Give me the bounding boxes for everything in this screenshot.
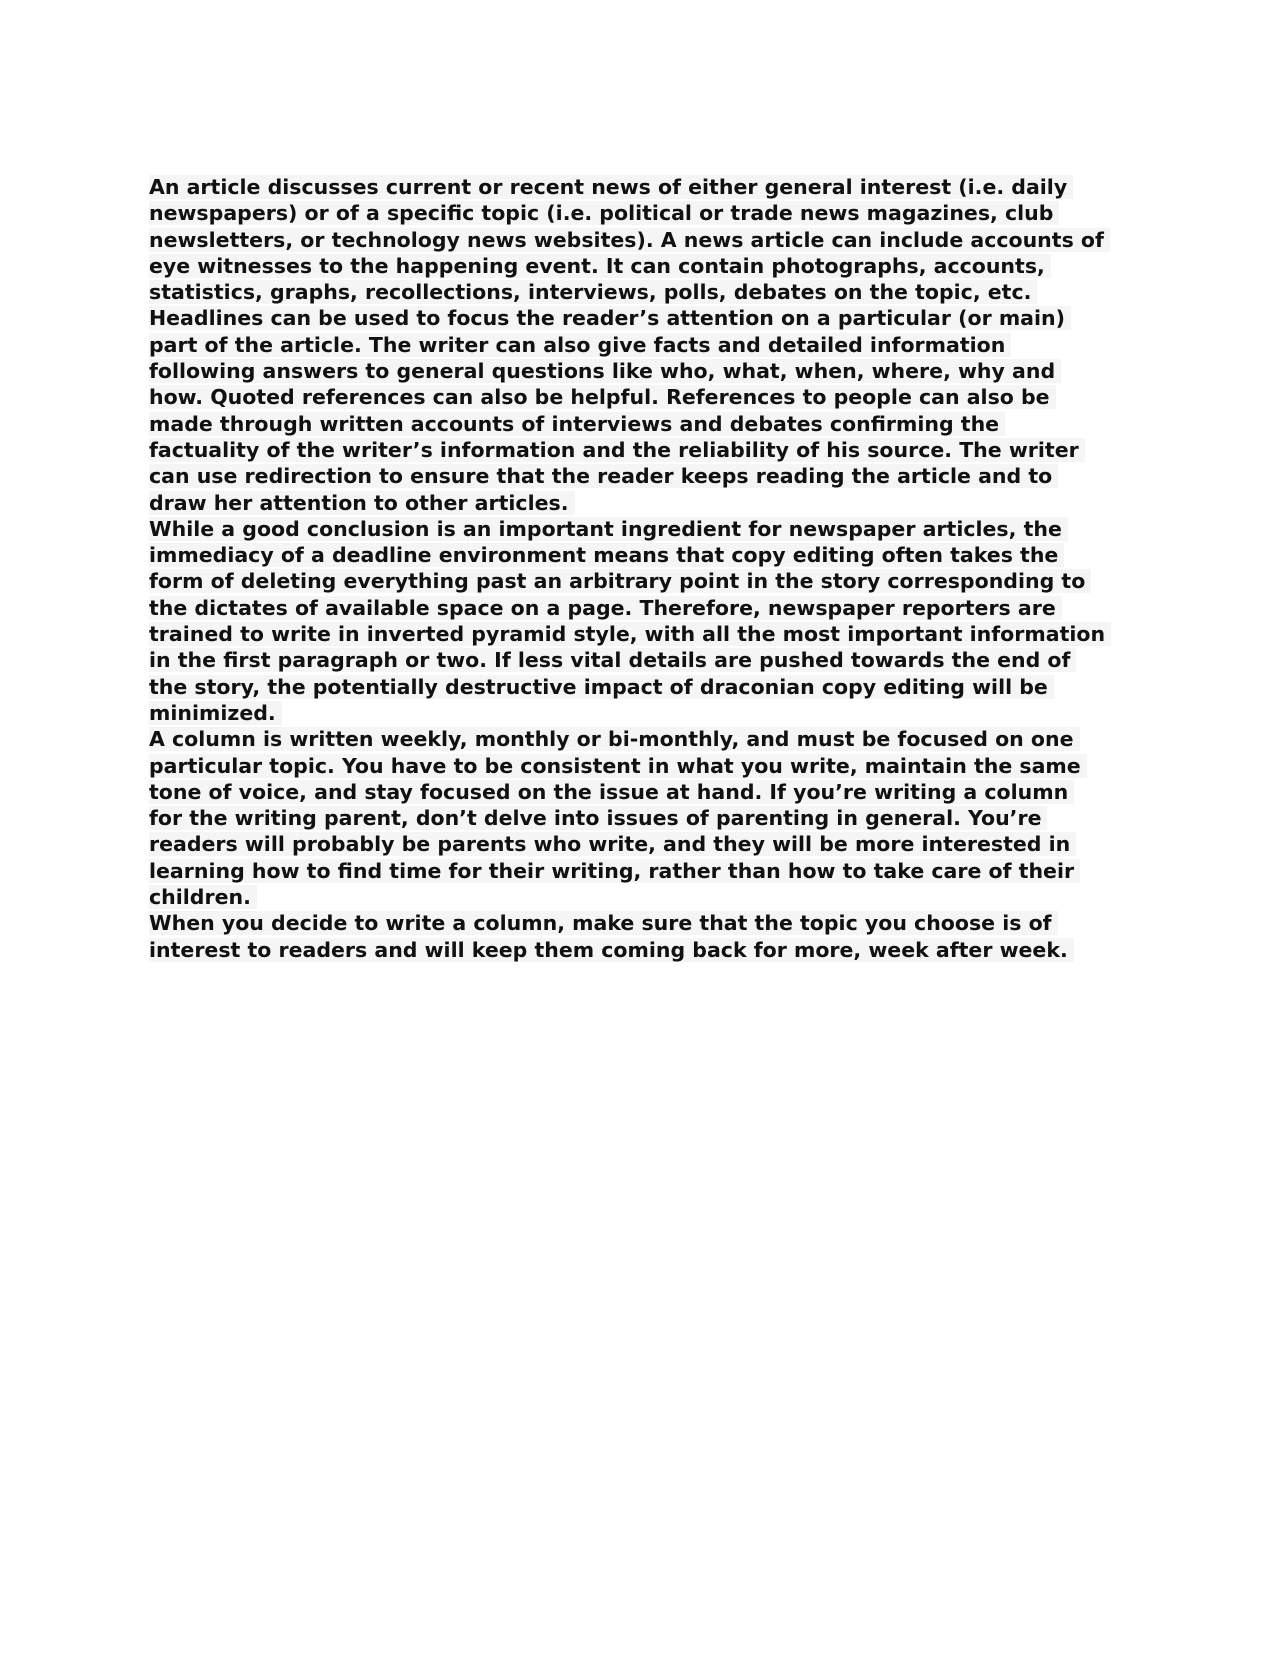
text-line: draw her attention to other articles. — [149, 490, 1139, 516]
text-line: particular topic. You have to be consistent in what you write, maintain the same — [149, 753, 1139, 779]
paragraph-2 — [149, 516, 1139, 726]
text-line: tone of voice, and stay focused on the issue at hand. If you’re writing a column — [149, 779, 1139, 805]
paragraph-4 — [149, 910, 1139, 963]
text-line: When you decide to write a column, make sure that the topic you choose is of — [149, 910, 1139, 936]
text-line: immediacy of a deadline environment means that copy editing often takes the — [149, 542, 1139, 568]
paragraph-1 — [149, 174, 1139, 516]
text-line: children. — [149, 884, 1139, 910]
text-line: eye witnesses to the happening event. It can contain photographs, accounts, — [149, 253, 1139, 279]
text-line: for the writing parent, don’t delve into issues of parenting in general. You’re — [149, 805, 1139, 831]
text-line: form of deleting everything past an arbitrary point in the story corresponding to — [149, 568, 1139, 594]
text-line: minimized. — [149, 700, 1139, 726]
text-line: An article discusses current or recent news of either general interest (i.e. daily — [149, 174, 1139, 200]
text-line: the story, the potentially destructive impact of draconian copy editing will be — [149, 674, 1139, 700]
text-line: A column is written weekly, monthly or bi-monthly, and must be focused on one — [149, 726, 1139, 752]
text-line: in the first paragraph or two. If less vital details are pushed towards the end of — [149, 647, 1139, 673]
text-line: While a good conclusion is an important ingredient for newspaper articles, the — [149, 516, 1139, 542]
text-line: part of the article. The writer can also give facts and detailed information — [149, 332, 1139, 358]
text-line: readers will probably be parents who write, and they will be more interested in — [149, 831, 1139, 857]
text-line: newspapers) or of a specific topic (i.e. political or trade news magazines, club — [149, 200, 1139, 226]
text-line: how. Quoted references can also be helpful. References to people can also be — [149, 384, 1139, 410]
text-line: Headlines can be used to focus the reader’s attention on a particular (or main) — [149, 305, 1139, 331]
text-line: following answers to general questions like who, what, when, where, why and — [149, 358, 1139, 384]
document-body — [149, 174, 1139, 963]
text-line: learning how to find time for their writing, rather than how to take care of their — [149, 858, 1139, 884]
text-line: interest to readers and will keep them coming back for more, week after week. — [149, 937, 1139, 963]
text-line: the dictates of available space on a page. Therefore, newspaper reporters are — [149, 595, 1139, 621]
text-line: statistics, graphs, recollections, interviews, polls, debates on the topic, etc. — [149, 279, 1139, 305]
text-line: made through written accounts of interviews and debates confirming the — [149, 411, 1139, 437]
text-line: can use redirection to ensure that the reader keeps reading the article and to — [149, 463, 1139, 489]
paragraph-3 — [149, 726, 1139, 910]
text-line: factuality of the writer’s information and the reliability of his source. The writer — [149, 437, 1139, 463]
text-line: newsletters, or technology news websites). A news article can include accounts of — [149, 227, 1139, 253]
text-line: trained to write in inverted pyramid style, with all the most important information — [149, 621, 1139, 647]
